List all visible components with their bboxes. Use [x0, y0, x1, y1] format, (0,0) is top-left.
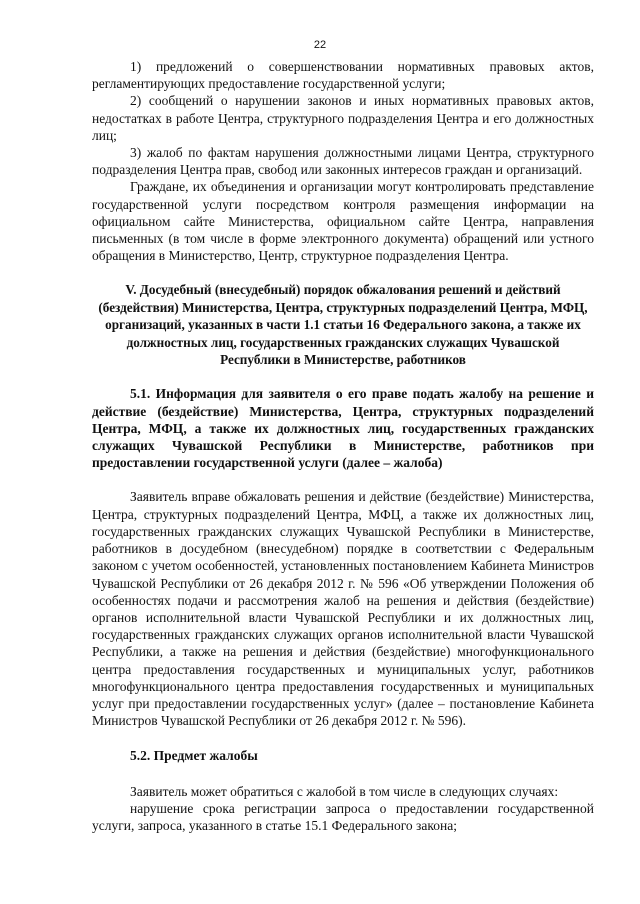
list-item-proposals: 1) предложений о совершенствовании нормативных правовых актов, регламентирующих предоставление государственной услуги;: [92, 59, 594, 92]
paragraph-5-1-text: Заявитель вправе обжаловать решения и действие (бездействие) Министерства, Центра, структурных подразделений Центра, МФЦ, а также их должностных лиц, государственных гражданских служащих Чувашской Республики в Министерстве, работников в досудебном (внесудебном) порядке в соответствии с Федеральным законом с учетом особенностей, установленных постановлением Кабинета Министров Чувашской Республики от 26 декабря 2012 г. № 596 «Об утверждении Положения об особенностях подачи и рассмотрения жалоб на решения и действия (бездействие) органов исполнительной власти Чувашской Республики и их должностных лиц, государственных гражданских служащих органов исполнительной власти Чувашской Республики, а также на решения и действия (бездействие) многофункционального центра предоставления государственных и муниципальных услуг, работников многофункционального центра предоставления государственных и муниципальных услуг при предоставлении государственных услуг» (далее – постановление Кабинета Министров Чувашской Республики от 26 декабря 2012 г. № 596).: [92, 489, 594, 729]
paragraph-5-2-item-1: нарушение срока регистрации запроса о предоставлении государственной услуги, запроса, указанного в статье 15.1 Федерального закона;: [92, 800, 594, 833]
page-number: 22: [313, 39, 327, 51]
subsection-5-1-title: 5.1. Информация для заявителя о его праве подать жалобу на решение и действие (бездействие) Министерства, Центра, структурных подразделений Центра, МФЦ, а также их должностных лиц, государственных гражданских служащих Чувашской Республики в Министерстве, работников при предоставлении государственной услуги (далее – жалоба): [92, 386, 594, 471]
paragraph-5-2-intro: Заявитель может обратиться с жалобой в том числе в следующих случаях:: [130, 783, 559, 799]
list-item-complaints: 3) жалоб по фактам нарушения должностными лицами Центра, структурного подразделения Центра прав, свобод или законных интересов граждан и организаций.: [92, 145, 594, 178]
subsection-5-2-title: 5.2. Предмет жалобы: [130, 748, 258, 764]
document-body: [92, 58, 594, 834]
paragraph-citizen-control: Граждане, их объединения и организации могут контролировать представление государственной услуги посредством контроля размещения информации на официальном сайте Министерства, официальном сайте Центра, направления письменных (в том числе в форме электронного документа) обращений или устного обращения в Министерство, Центр, структурное подразделения Центра.: [92, 179, 594, 264]
section-heading: V. Досудебный (внесудебный) порядок обжалования решений и действий (бездействия) Министерства, Центра, структурных подразделений Центра, МФЦ, организаций, указанных в части 1.1 статьи 16 Федерального закона, а также их должностных лиц, государственных гражданских служащих Чувашской Республики в Министерстве, работников: [98, 282, 588, 368]
list-item-reports: 2) сообщений о нарушении законов и иных нормативных правовых актов, недостатках в работе Центра, структурного подразделения Центра и его должностных лиц;: [92, 93, 594, 143]
